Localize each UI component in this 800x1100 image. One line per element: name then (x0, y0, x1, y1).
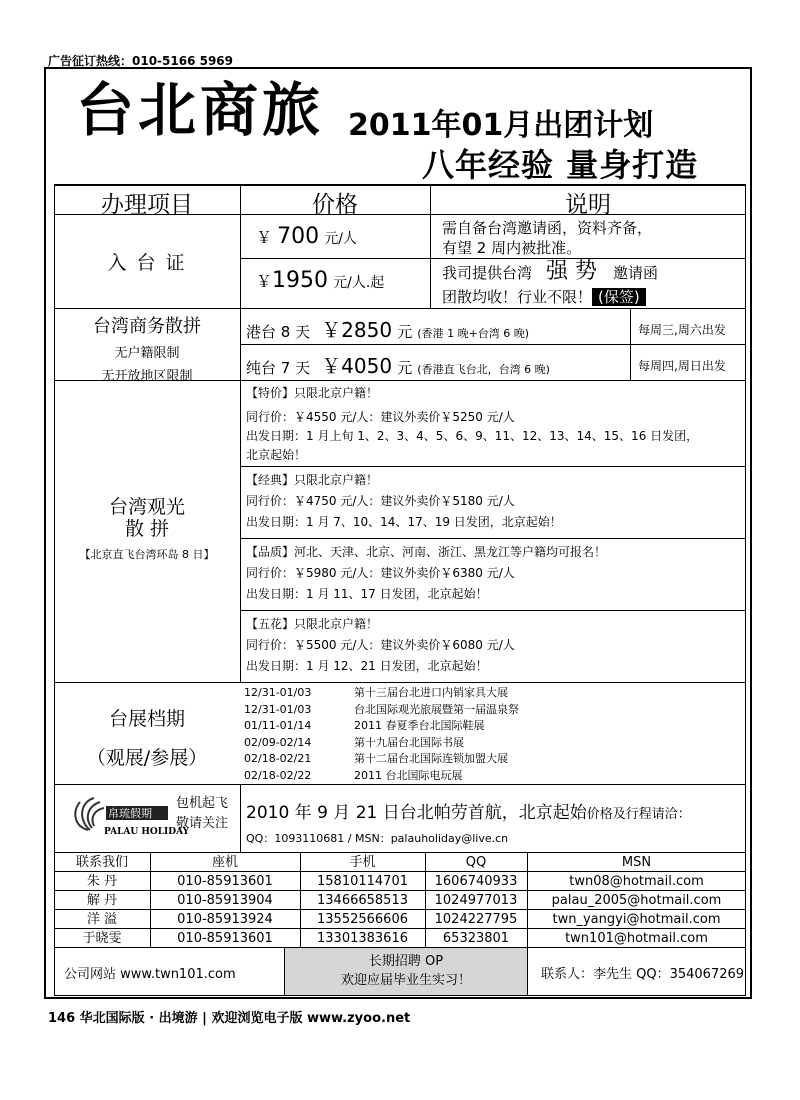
contact-person: 联系人：李先生 QQ：354067269 (541, 967, 745, 982)
expo-list (244, 685, 519, 784)
tour-package: 【特价】只限北京户籍！ 同行价：￥4550 元/人：建议外卖价￥5250 元/人 出发日期：1 月上旬 1、2、3、4、5、6、9、11、12、13、14、15、16 日发团， 北京起始！ (246, 386, 699, 462)
divider (240, 466, 746, 467)
plan-title: 2011年01月出团计划 (348, 108, 654, 143)
promo-headline: 2010 年 9 月 21 日台北帕劳首航，北京起始价格及行程请洽： (246, 803, 691, 823)
brand-title: 台北商旅 (76, 76, 325, 144)
business-route-2: 纯台 7 天 ￥4050 元 (香港直飞台北，台湾 6 晚) (246, 354, 550, 378)
divider (54, 928, 746, 929)
divider (54, 784, 746, 785)
expo-row: 01/11-01/14 2011 春夏季台北国际鞋展 (244, 719, 485, 732)
expo-row: 02/09-02/14 第十九届台北国际书展 (244, 735, 464, 749)
guarantee-badge: (保签) (592, 288, 646, 306)
divider (240, 784, 241, 852)
divider (240, 610, 746, 611)
tour-package: 【品质】河北、天津、北京、河南、浙江、黑龙江等户籍均可报名！ 同行价：￥5980 元/人：建议外卖价￥6380 元/人 出发日期：1 月 11、17 日发团，北京起始！ (246, 545, 607, 601)
divider (240, 258, 746, 259)
expo-row: 02/18-02/21 第十二届台北国际连锁加盟大展 (244, 752, 508, 765)
company-website: 公司网站 www.twn101.com (64, 967, 236, 982)
permit-desc-1: 需自备台湾邀请函，资料齐备， 有望 2 周内被批准。 (442, 219, 653, 257)
divider (630, 308, 631, 380)
divider (54, 890, 746, 891)
divider (54, 852, 746, 853)
permit-price-2: ￥1950 元/人.起 (256, 268, 385, 293)
expo-row: 12/31-01/03 第十三届台北进口内销家具大展 (244, 686, 508, 699)
palau-holiday-logo (70, 790, 190, 838)
col-header-price: 价格 (312, 192, 358, 218)
page-footer: 146 华北国际版 · 出境游 | 欢迎浏览电子版 www.zyoo.net (48, 1011, 411, 1026)
divider (240, 538, 746, 539)
divider (54, 871, 746, 872)
col-header-desc: 说明 (565, 192, 611, 218)
divider (54, 995, 746, 996)
ad-hotline: 广告征订热线：010-5166 5969 (48, 54, 234, 68)
divider (240, 344, 746, 345)
permit-price-1: ￥ 700 元/人 (256, 224, 357, 249)
tour-title: 台湾观光 散 拼 【北京直飞台湾环岛 8 日】 (79, 496, 215, 561)
business-route-1: 港台 8 天 ￥2850 元 (香港 1 晚+台湾 6 晚) (246, 318, 530, 342)
charter-note: 包机起飞 敬请关注 (176, 796, 229, 831)
divider (54, 909, 746, 910)
business-depart-2: 每周四,周日出发 (638, 359, 726, 373)
permit-desc-2: 我司提供台湾 强 势 邀请函 团散均收！行业不限！ (保签) (442, 259, 659, 306)
expo-row: 02/18-02/22 2011 台北国际电玩展 (244, 768, 463, 782)
business-depart-1: 每周三,周六出发 (638, 323, 726, 337)
expo-row: 12/31-01/03 台北国际观光旅展暨第一届温泉祭 (244, 702, 519, 716)
slogan: 八年经验 量身打造 (422, 146, 699, 184)
svg-text:PALAU HOLIDAY: PALAU HOLIDAY (104, 827, 190, 837)
permit-label: 入 台 证 (107, 252, 187, 274)
tour-package: 【五花】只限北京户籍！ 同行价：￥5500 元/人：建议外卖价￥6080 元/人 出发日期：1 月 12、21 日发团，北京起始！ (246, 617, 515, 673)
business-title: 台湾商务散拼 无户籍限制 无开放地区限制 (93, 316, 201, 384)
divider (54, 682, 746, 683)
recruit-text: 长期招聘 OP 欢迎应届毕业生实习！ (340, 954, 471, 988)
svg-text:帛琉假期: 帛琉假期 (108, 807, 152, 820)
expo-title: 台展档期 （观展/参展） (86, 708, 208, 769)
promo-contact: QQ：1093110681 / MSN：palauholiday@live.cn (246, 832, 509, 845)
col-header-item: 办理项目 (101, 192, 193, 218)
tour-package: 【经典】只限北京户籍！ 同行价：￥4750 元/人：建议外卖价￥5180 元/人 出发日期：1 月 7、10、14、17、19 日发团，北京起始！ (246, 473, 562, 529)
